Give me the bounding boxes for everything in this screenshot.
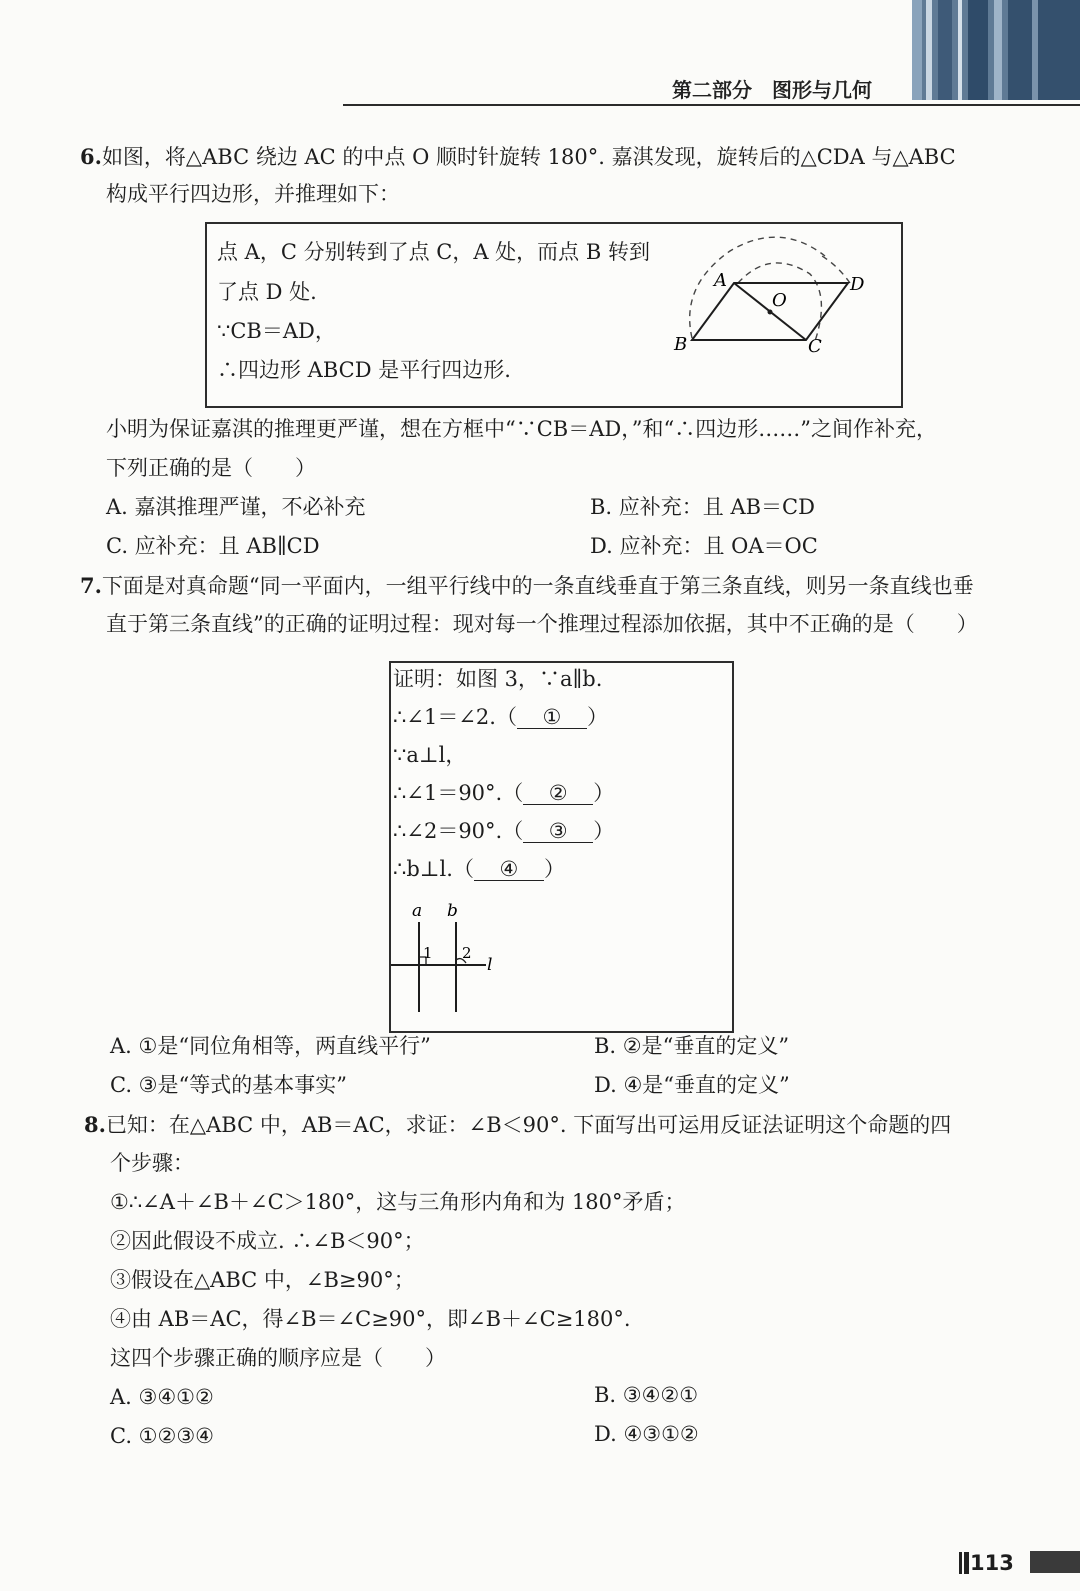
q7-option-a[interactable]: A. ①是“同位角相等，两直线平行” bbox=[110, 1034, 431, 1058]
header-decoration bbox=[912, 0, 1080, 100]
q6-label-b: B bbox=[674, 334, 688, 355]
q6-rotation-arc-outer bbox=[690, 237, 825, 338]
q8-question: 这四个步骤正确的顺序应是（ ） bbox=[110, 1346, 446, 1370]
q6-label-o: O bbox=[772, 290, 787, 311]
q7-proof-close: ） bbox=[586, 705, 608, 729]
q7-option-d[interactable]: D. ④是“垂直的定义” bbox=[594, 1073, 790, 1097]
q7-proof-close: ） bbox=[593, 781, 615, 805]
q8-step-1: ①∴∠A＋∠B＋∠C＞180°，这与三角形内角和为 180°矛盾； bbox=[110, 1190, 686, 1214]
q6-option-c[interactable]: C. 应补充：且 AB∥CD bbox=[106, 534, 320, 558]
q8-stem-line2: 个步骤： bbox=[110, 1151, 194, 1175]
q8-number: 8. bbox=[84, 1112, 106, 1137]
q7-blank-2[interactable]: ② bbox=[523, 783, 593, 805]
q7-proof-line bbox=[393, 859, 565, 881]
q6-stem-line1 bbox=[80, 146, 956, 168]
header-rule bbox=[343, 104, 1080, 106]
q6-stem-text: 如图，将△ABC 绕边 AC 的中点 O 顺时针旋转 180°. 嘉淇发现，旋转后的△CDA 与△ABC bbox=[101, 145, 956, 169]
q7-label-angle-2: 2 bbox=[462, 944, 472, 962]
q8-stem-line1 bbox=[84, 1114, 951, 1136]
q6-label-c: C bbox=[808, 336, 822, 357]
q8-option-d[interactable]: D. ④③①② bbox=[594, 1422, 699, 1446]
q7-blank-4[interactable]: ④ bbox=[474, 859, 544, 881]
q8-step-4: ④由 AB＝AC，得∠B＝∠C≥90°，即∠B＋∠C≥180°. bbox=[110, 1307, 631, 1331]
q8-step-2: ②因此假设不成立. ∴∠B＜90°； bbox=[110, 1229, 425, 1253]
q6-rotation-arc-right bbox=[822, 256, 850, 283]
q7-label-l: l bbox=[487, 955, 493, 975]
page-number-block bbox=[1030, 1551, 1080, 1573]
q8-option-c[interactable]: C. ①②③④ bbox=[110, 1424, 214, 1448]
q6-option-a[interactable]: A. 嘉淇推理严谨，不必补充 bbox=[106, 495, 366, 519]
q6-box-line: ∵CB＝AD， bbox=[217, 319, 336, 343]
q7-option-b[interactable]: B. ②是“垂直的定义” bbox=[594, 1034, 790, 1058]
q7-proof-close: ） bbox=[593, 819, 615, 843]
q7-stem-line1 bbox=[80, 575, 974, 597]
page-number: 113 bbox=[970, 1551, 1014, 1575]
q7-number: 7. bbox=[80, 573, 102, 598]
q7-stem-line2: 直于第三条直线”的正确的证明过程：现对每一个推理过程添加依据，其中不正确的是（ ） bbox=[106, 612, 978, 636]
q6-question-line1: 小明为保证嘉淇的推理更严谨，想在方框中“∵CB＝AD，”和“∴四边形……”之间作补充， bbox=[106, 417, 937, 441]
q8-step-3: ③假设在△ABC 中，∠B≥90°； bbox=[110, 1268, 415, 1292]
q6-stem-line2: 构成平行四边形，并推理如下： bbox=[106, 182, 400, 206]
q7-proof-line: 证明：如图 3，∵a∥b. bbox=[393, 667, 603, 691]
q7-proof-line bbox=[393, 821, 614, 843]
q7-proof-line: ∵a⊥l， bbox=[393, 743, 467, 767]
section-title: 第二部分 图形与几何 bbox=[672, 78, 872, 102]
q8-option-a[interactable]: A. ③④①② bbox=[110, 1385, 214, 1409]
q6-box-line: ∴四边形 ABCD 是平行四边形. bbox=[217, 358, 511, 382]
q7-stem-text: 下面是对真命题“同一平面内，一组平行线中的一条直线垂直于第三条直线，则另一条直线也垂 bbox=[101, 574, 974, 598]
q7-proof-step: ∴∠1＝90°.（ bbox=[393, 781, 524, 805]
q6-parallelogram-figure bbox=[660, 226, 892, 402]
q6-option-b[interactable]: B. 应补充：且 AB＝CD bbox=[590, 495, 815, 519]
q7-proof-close: ） bbox=[543, 857, 565, 881]
q7-proof-line bbox=[393, 707, 608, 729]
q7-option-c[interactable]: C. ③是“等式的基本事实” bbox=[110, 1073, 347, 1097]
q7-label-a: a bbox=[412, 901, 423, 921]
q7-blank-3[interactable]: ③ bbox=[523, 821, 593, 843]
q6-option-d[interactable]: D. 应补充：且 OA＝OC bbox=[590, 534, 818, 558]
q8-option-b[interactable]: B. ③④②① bbox=[594, 1383, 699, 1407]
q7-proof-line bbox=[393, 783, 614, 805]
q7-label-angle-1: 1 bbox=[423, 944, 433, 962]
q6-label-a: A bbox=[714, 270, 727, 291]
q7-label-b: b bbox=[447, 901, 458, 921]
q7-proof-step: ∴b⊥l.（ bbox=[393, 857, 474, 881]
q6-question-line2: 下列正确的是（ ） bbox=[106, 456, 316, 480]
q7-parallel-lines-figure bbox=[391, 900, 521, 1020]
q6-box-line: 了点 D 处. bbox=[217, 280, 317, 304]
q6-number: 6. bbox=[80, 144, 102, 169]
q7-proof-step: ∴∠2＝90°.（ bbox=[393, 819, 524, 843]
q7-blank-1[interactable]: ① bbox=[517, 707, 587, 729]
q7-proof-step: ∴∠1＝∠2.（ bbox=[393, 705, 517, 729]
page-number-decoration bbox=[959, 1552, 969, 1574]
q8-stem-text: 已知：在△ABC 中，AB＝AC，求证：∠B＜90°. 下面写出可运用反证法证明这个命题的四 bbox=[105, 1113, 952, 1137]
q6-box-line: 点 A，C 分别转到了点 C，A 处，而点 B 转到 bbox=[217, 240, 650, 264]
q6-label-d: D bbox=[850, 274, 865, 295]
